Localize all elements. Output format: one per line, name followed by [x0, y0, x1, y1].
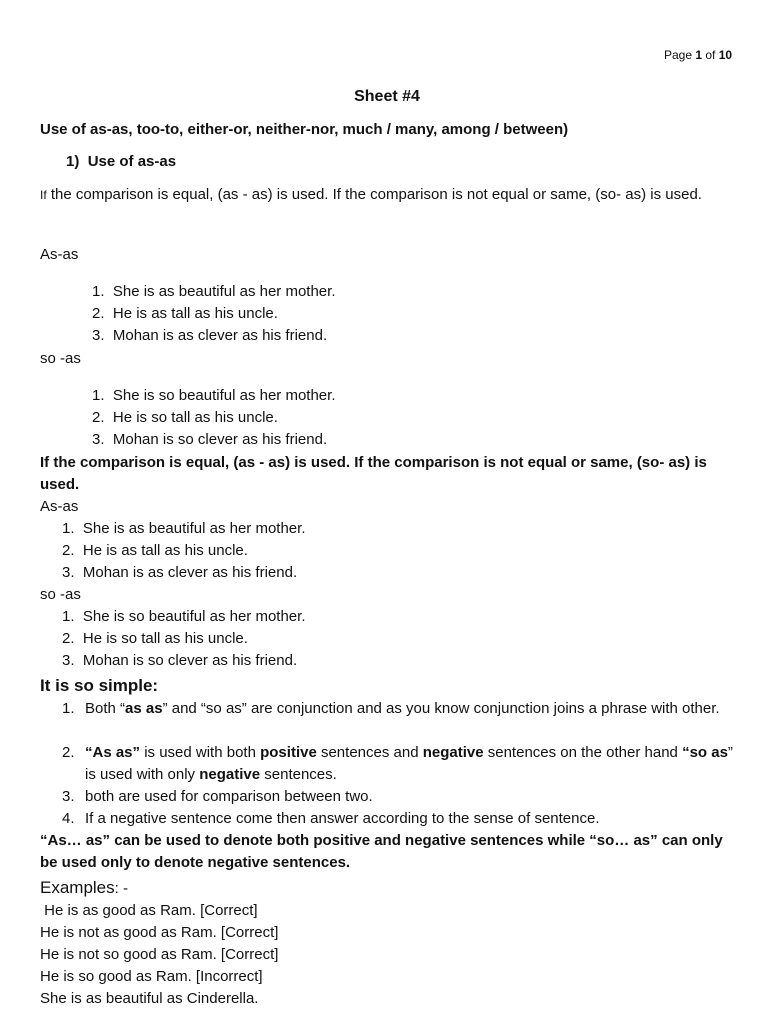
list-item: Both “as as” and “so as” are conjunction and as you know conjunction joins a phrase with other.	[85, 700, 720, 717]
intro-paragraph	[40, 184, 720, 206]
list-item: 1. She is as beautiful as her mother.	[92, 283, 336, 300]
bold-intro-paragraph: If the comparison is equal, (as - as) is used. If the comparison is not equal or same, (so- as) is used.	[40, 454, 707, 493]
list-item-text: She is as beautiful as her mother.	[82, 520, 306, 537]
page-prefix: Page	[664, 48, 696, 62]
list-item: 3. Mohan is as clever as his friend.	[62, 564, 298, 581]
page-total: 10	[718, 48, 733, 62]
example-line: He is not so good as Ram. [Correct]	[40, 946, 279, 963]
list-item: If a negative sentence come then answer according to the sense of sentence.	[85, 810, 600, 827]
so-as-label: so -as	[40, 350, 81, 367]
so-as-label: so -as	[40, 586, 81, 603]
list-item: 3. Mohan is as clever as his friend.	[92, 327, 328, 344]
list-item-text: She is as beautiful as her mother.	[112, 283, 336, 300]
section-number: 1)	[66, 153, 80, 170]
sheet-title: Sheet #4	[354, 88, 420, 105]
list-item: 1. She is so beautiful as her mother.	[62, 608, 306, 625]
list-item-text: He is so tall as his uncle.	[82, 630, 248, 647]
list-item-text: He is as tall as his uncle.	[82, 542, 248, 559]
intro-first-letter: If	[40, 188, 47, 202]
list-item-number: 4.	[62, 810, 75, 827]
as-as-label: As-as	[40, 498, 79, 515]
list-item: 3. Mohan is so clever as his friend.	[92, 431, 328, 448]
list-item-number: 3.	[62, 788, 75, 805]
example-line: He is not as good as Ram. [Correct]	[40, 924, 279, 941]
summary-paragraph: “As… as” can be used to denote both positive and negative sentences while “so… as” can only be used only to denote negative sentences.	[40, 832, 723, 871]
sheet-subtitle: Use of as-as, too-to, either-or, neither-nor, much / many, among / between)	[40, 121, 569, 138]
section-title: Use of as-as	[87, 153, 177, 170]
list-item-text: Mohan is so clever as his friend.	[82, 652, 298, 669]
list-item: 2. He is as tall as his uncle.	[92, 305, 278, 322]
list-item-number: 1.	[62, 700, 75, 717]
list-item-text: Mohan is so clever as his friend.	[112, 431, 328, 448]
list-item: 1. She is so beautiful as her mother.	[92, 387, 336, 404]
example-line: She is as beautiful as Cinderella.	[40, 990, 259, 1007]
list-item: 1. She is as beautiful as her mother.	[62, 520, 306, 537]
list-item: 3. Mohan is so clever as his friend.	[62, 652, 298, 669]
page-number	[664, 47, 732, 63]
page-current: 1	[695, 48, 703, 62]
list-item-text: He is so tall as his uncle.	[112, 409, 278, 426]
list-item: 2. He is as tall as his uncle.	[62, 542, 248, 559]
list-item: both are used for comparison between two.	[85, 788, 373, 805]
list-item: 2. He is so tall as his uncle.	[92, 409, 278, 426]
list-item: “As as” is used with both positive sentences and negative sentences on the other hand “so as” is used with only negative sentences.	[85, 744, 733, 783]
list-item-text: She is so beautiful as her mother.	[82, 608, 306, 625]
example-line: He is so good as Ram. [Incorrect]	[40, 968, 263, 985]
list-item-text: He is as tall as his uncle.	[112, 305, 278, 322]
list-item-text: She is so beautiful as her mother.	[112, 387, 336, 404]
section-heading	[66, 151, 176, 173]
list-item-text: Mohan is as clever as his friend.	[82, 564, 298, 581]
page-of: of	[702, 48, 719, 62]
as-as-label: As-as	[40, 246, 79, 263]
intro-text: the comparison is equal, (as - as) is used. If the comparison is not equal or same, (so- as) is used.	[46, 186, 702, 203]
examples-heading: Examples: -	[40, 878, 128, 897]
example-line: He is as good as Ram. [Correct]	[40, 902, 258, 919]
list-item-text: Mohan is as clever as his friend.	[112, 327, 328, 344]
list-item: 2. He is so tall as his uncle.	[62, 630, 248, 647]
simple-heading: It is so simple:	[40, 676, 159, 695]
list-item-number: 2.	[62, 744, 75, 761]
